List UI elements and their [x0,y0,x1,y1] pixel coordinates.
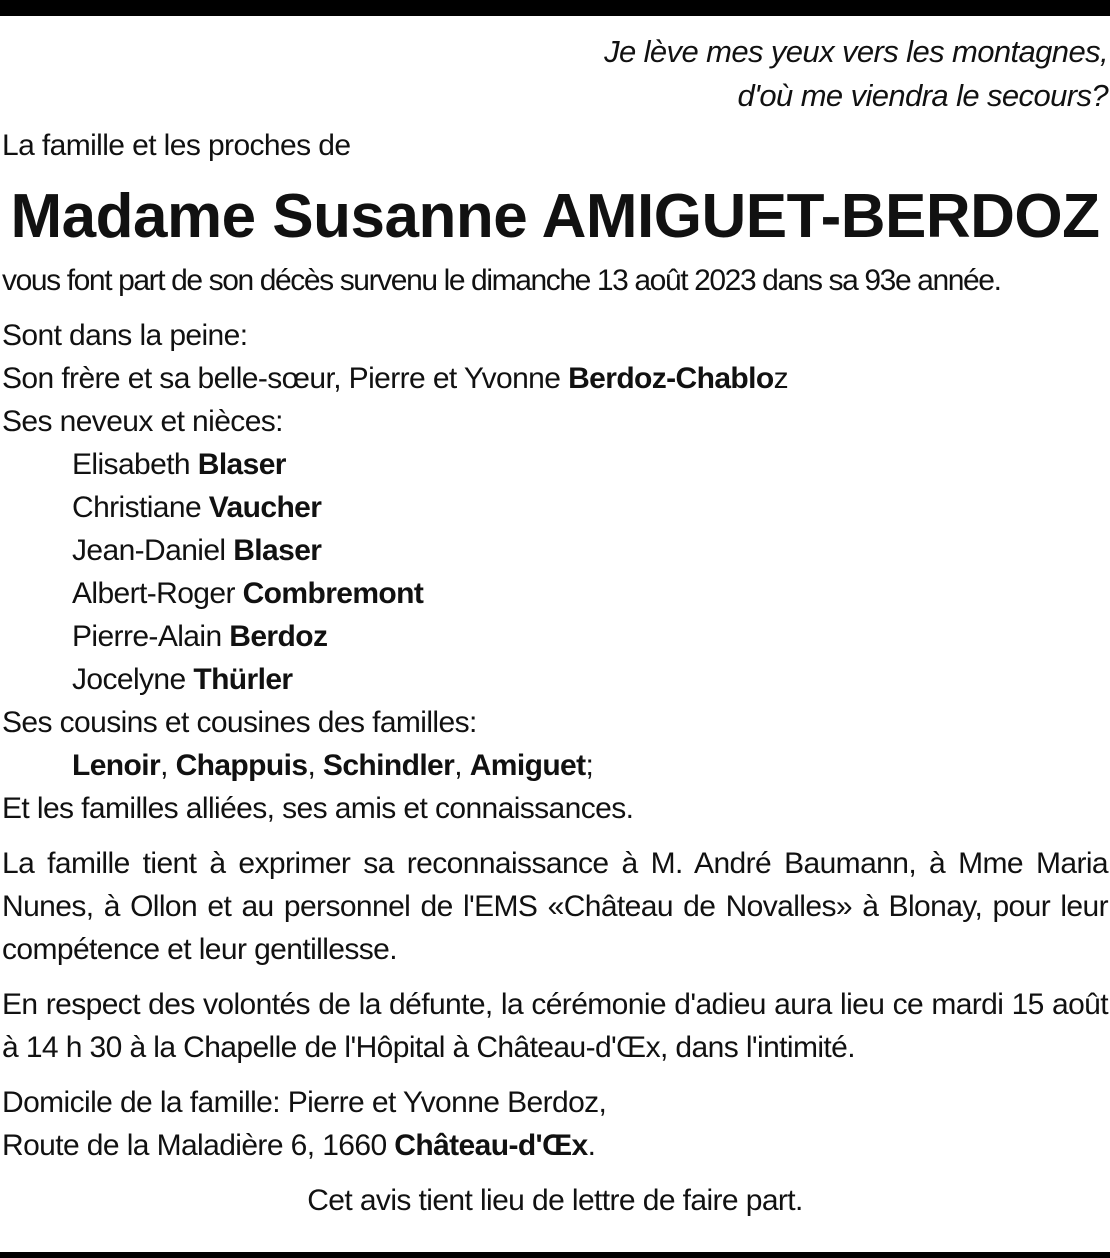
nephew-item [2,615,1108,658]
nephew-first-name: Jean-Daniel [72,534,234,567]
nephew-item [2,572,1108,615]
sibling-surname-tail: z [773,362,789,395]
verse-line-1: Je lève mes yeux vers les montagnes, [604,34,1108,69]
domicile-address: Route de la Maladière 6, 1660 [2,1129,395,1162]
nephew-last-name: Thürler [193,663,293,696]
cousin-family: Schindler [322,749,455,782]
mourners-heading: Sont dans la peine: [2,319,248,352]
nephew-item [2,443,1108,486]
psalm-verse [2,30,1108,118]
nephew-first-name: Pierre-Alain [72,620,230,653]
domicile-line-1: Domicile de la famille: Pierre et Yvonne Berdoz, [2,1086,607,1119]
cousin-families-line [2,744,1108,787]
nephew-first-name: Albert-Roger [72,577,243,610]
nephew-item [2,658,1108,701]
nephew-last-name: Berdoz [229,620,328,653]
announcement-text: vous font part de son décès survenu le dimanche 13 août 2023 dans sa 93e année. [2,264,1001,297]
nephew-last-name: Vaucher [208,491,322,524]
cousin-separator: , [454,749,470,782]
thanks-paragraph: La famille tient à exprimer sa reconnaissance à M. André Baumann, à Mme Maria Nunes, à Ollon et au personnel de l'EMS «Château de Novalles» à Blonay, pour leur compétence et leur gentillesse. [2,847,1108,966]
cousin-family: Amiguet [469,749,586,782]
domicile-line-2 [2,1124,1108,1167]
deceased-name: Madame Susanne AMIGUET-BERDOZ [10,182,1100,251]
nephew-first-name: Jocelyne [72,663,194,696]
closing-line: Cet avis tient lieu de lettre de faire part. [307,1184,803,1217]
nephew-item [2,529,1108,572]
sibling-surname: Berdoz-Chablo [568,362,774,395]
nephew-last-name: Blaser [233,534,322,567]
nephew-first-name: Elisabeth [72,448,198,481]
cousin-separator: , [307,749,323,782]
cousin-separator: , [160,749,176,782]
nephew-last-name: Combremont [242,577,424,610]
domicile-town: Château-d'Œx [394,1129,588,1162]
cousin-family: Lenoir [72,749,161,782]
cousin-family: Chappuis [175,749,308,782]
nephew-first-name: Christiane [72,491,209,524]
verse-line-2: d'où me viendra le secours? [737,78,1108,113]
top-rule [0,0,1110,16]
sibling-line [2,357,1108,400]
domicile-end: . [587,1129,596,1162]
intro-text: La famille et les proches de [2,129,351,162]
nephews-heading: Ses neveux et nièces: [2,405,283,438]
others-line: Et les familles alliées, ses amis et connaissances. [2,792,634,825]
mourners-list [2,314,1108,830]
nephew-last-name: Blaser [197,448,286,481]
bottom-rule [0,1252,1110,1258]
notice-content [0,30,1110,1222]
ceremony-paragraph: En respect des volontés de la défunte, la cérémonie d'adieu aura lieu ce mardi 15 août à 14 h 30 à la Chapelle de l'Hôpital à Château-d'Œx, dans l'intimité. [2,988,1108,1064]
cousins-heading: Ses cousins et cousines des familles: [2,706,477,739]
nephew-item [2,486,1108,529]
sibling-prefix: Son frère et sa belle-sœur, Pierre et Yvonne [2,362,569,395]
domicile-block [2,1081,1108,1167]
cousin-end: ; [585,749,594,782]
